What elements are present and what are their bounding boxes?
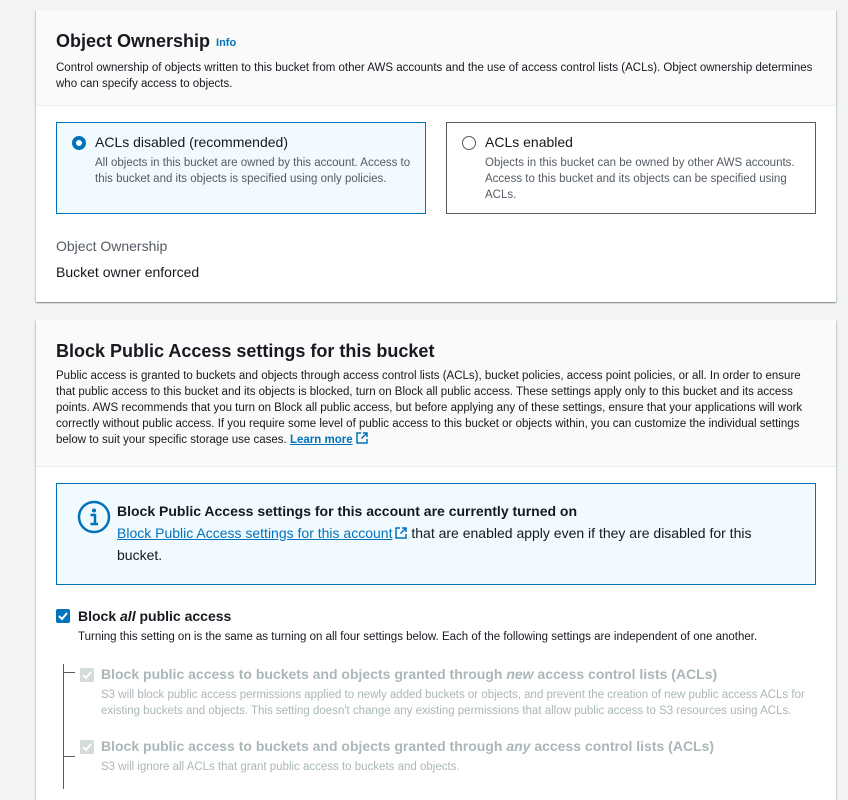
any-acls-emph: any bbox=[506, 738, 531, 754]
new-acls-checkbox[interactable] bbox=[80, 668, 94, 682]
acls-enabled-tile[interactable] bbox=[446, 122, 816, 214]
object-ownership-title bbox=[56, 30, 816, 54]
acls-disabled-tile[interactable] bbox=[56, 122, 426, 214]
bpa-title: Block Public Access settings for this bucket bbox=[56, 341, 435, 361]
block-all-suffix: public access bbox=[135, 608, 232, 624]
new-acls-suffix: access control lists (ACLs) bbox=[533, 666, 718, 682]
acls-disabled-radio[interactable] bbox=[72, 136, 86, 150]
any-acls-checkbox[interactable] bbox=[80, 740, 94, 754]
learn-more-text[interactable]: Learn more bbox=[289, 434, 353, 446]
account-bpa-settings-link[interactable] bbox=[117, 525, 407, 541]
block-all-public-access-row[interactable] bbox=[56, 607, 816, 645]
info-icon bbox=[77, 500, 111, 534]
object-ownership-field-value: Bucket owner enforced bbox=[56, 264, 200, 280]
acls-enabled-radio[interactable] bbox=[462, 136, 476, 150]
any-acls-description: S3 will ignore all ACLs that grant public access to buckets and objects. bbox=[101, 761, 460, 773]
check-icon bbox=[81, 669, 93, 681]
block-all-checkbox[interactable] bbox=[56, 609, 70, 623]
block-public-access-panel bbox=[36, 320, 836, 800]
object-ownership-header bbox=[36, 10, 836, 106]
learn-more-link[interactable] bbox=[290, 434, 368, 446]
new-acls-prefix: Block public access to buckets and objects granted through bbox=[101, 666, 507, 682]
bpa-header bbox=[36, 320, 836, 467]
alert-title: Block Public Access settings for this account are currently turned on bbox=[117, 503, 578, 519]
settings-tree-line bbox=[63, 664, 64, 789]
any-acls-suffix: access control lists (ACLs) bbox=[530, 738, 715, 754]
block-all-description: Turning this setting on is the same as turning on all four settings below. Each of the following settings are independent of one another. bbox=[78, 631, 758, 643]
alert-text bbox=[117, 522, 795, 566]
object-ownership-title-text: Object Ownership bbox=[56, 31, 211, 51]
new-acls-description: S3 will block public access permissions applied to newly added buckets or objects, and prevent the creation of new public access ACLs for existing buckets and objects. This setting doesn't change any existing permissions that allow public access to S3 resources using ACLs. bbox=[101, 689, 805, 717]
settings-tree-tick bbox=[63, 756, 75, 757]
new-acls-label bbox=[101, 665, 816, 683]
external-link-icon bbox=[356, 432, 368, 444]
check-icon bbox=[81, 741, 93, 753]
block-all-prefix: Block bbox=[78, 608, 121, 624]
acls-enabled-label: ACLs enabled bbox=[485, 134, 573, 150]
acls-disabled-description: All objects in this bucket are owned by this account. Access to this bucket and its objects is specified using only policies. bbox=[95, 157, 411, 185]
bpa-body bbox=[36, 467, 836, 795]
object-ownership-field-label: Object Ownership bbox=[56, 238, 168, 254]
external-link-icon bbox=[395, 527, 407, 539]
sub-setting-any-acls[interactable] bbox=[56, 737, 816, 775]
info-link[interactable]: Info bbox=[216, 37, 237, 49]
bpa-description bbox=[56, 368, 816, 448]
acls-enabled-description: Objects in this bucket can be owned by other AWS accounts. Access to this bucket and its objects can be specified using ACLs. bbox=[485, 157, 795, 201]
settings-tree-tick bbox=[63, 672, 75, 673]
object-ownership-body bbox=[36, 106, 836, 300]
new-acls-emph: new bbox=[506, 666, 534, 682]
any-acls-prefix: Block public access to buckets and objects granted through bbox=[101, 738, 507, 754]
ownership-options bbox=[56, 122, 816, 214]
block-all-emph: all bbox=[120, 608, 136, 624]
any-acls-label bbox=[101, 737, 816, 755]
account-bpa-settings-link-text[interactable]: Block Public Access settings for this account bbox=[117, 525, 393, 541]
object-ownership-description: Control ownership of objects written to this bucket from other AWS accounts and the use of access control lists (ACLs). Object ownership determines who can specify access to objects. bbox=[56, 62, 813, 90]
object-ownership-panel bbox=[36, 10, 836, 302]
sub-setting-new-acls[interactable] bbox=[56, 665, 816, 719]
check-icon bbox=[57, 610, 69, 622]
account-bpa-alert bbox=[56, 483, 816, 585]
bpa-description-text: Public access is granted to buckets and objects through access control lists (ACLs), bucket policies, access point policies, or all. In order to ensure that public access to this bucket and its objects is blocked, turn on Block all public access. These settings apply only to this bucket and its access points. AWS recommends that you turn on Block all public access, but before applying any of these settings, ensure that your applications will work correctly without public access. If you require some level of public access to this bucket or objects within, you can customize the individual settings below to suit your specific storage use cases. bbox=[56, 370, 803, 446]
acls-disabled-label: ACLs disabled (recommended) bbox=[95, 134, 288, 150]
alert-body-text: that are enabled apply even if they are disabled for this bucket. bbox=[117, 525, 752, 563]
block-all-label bbox=[78, 607, 816, 625]
